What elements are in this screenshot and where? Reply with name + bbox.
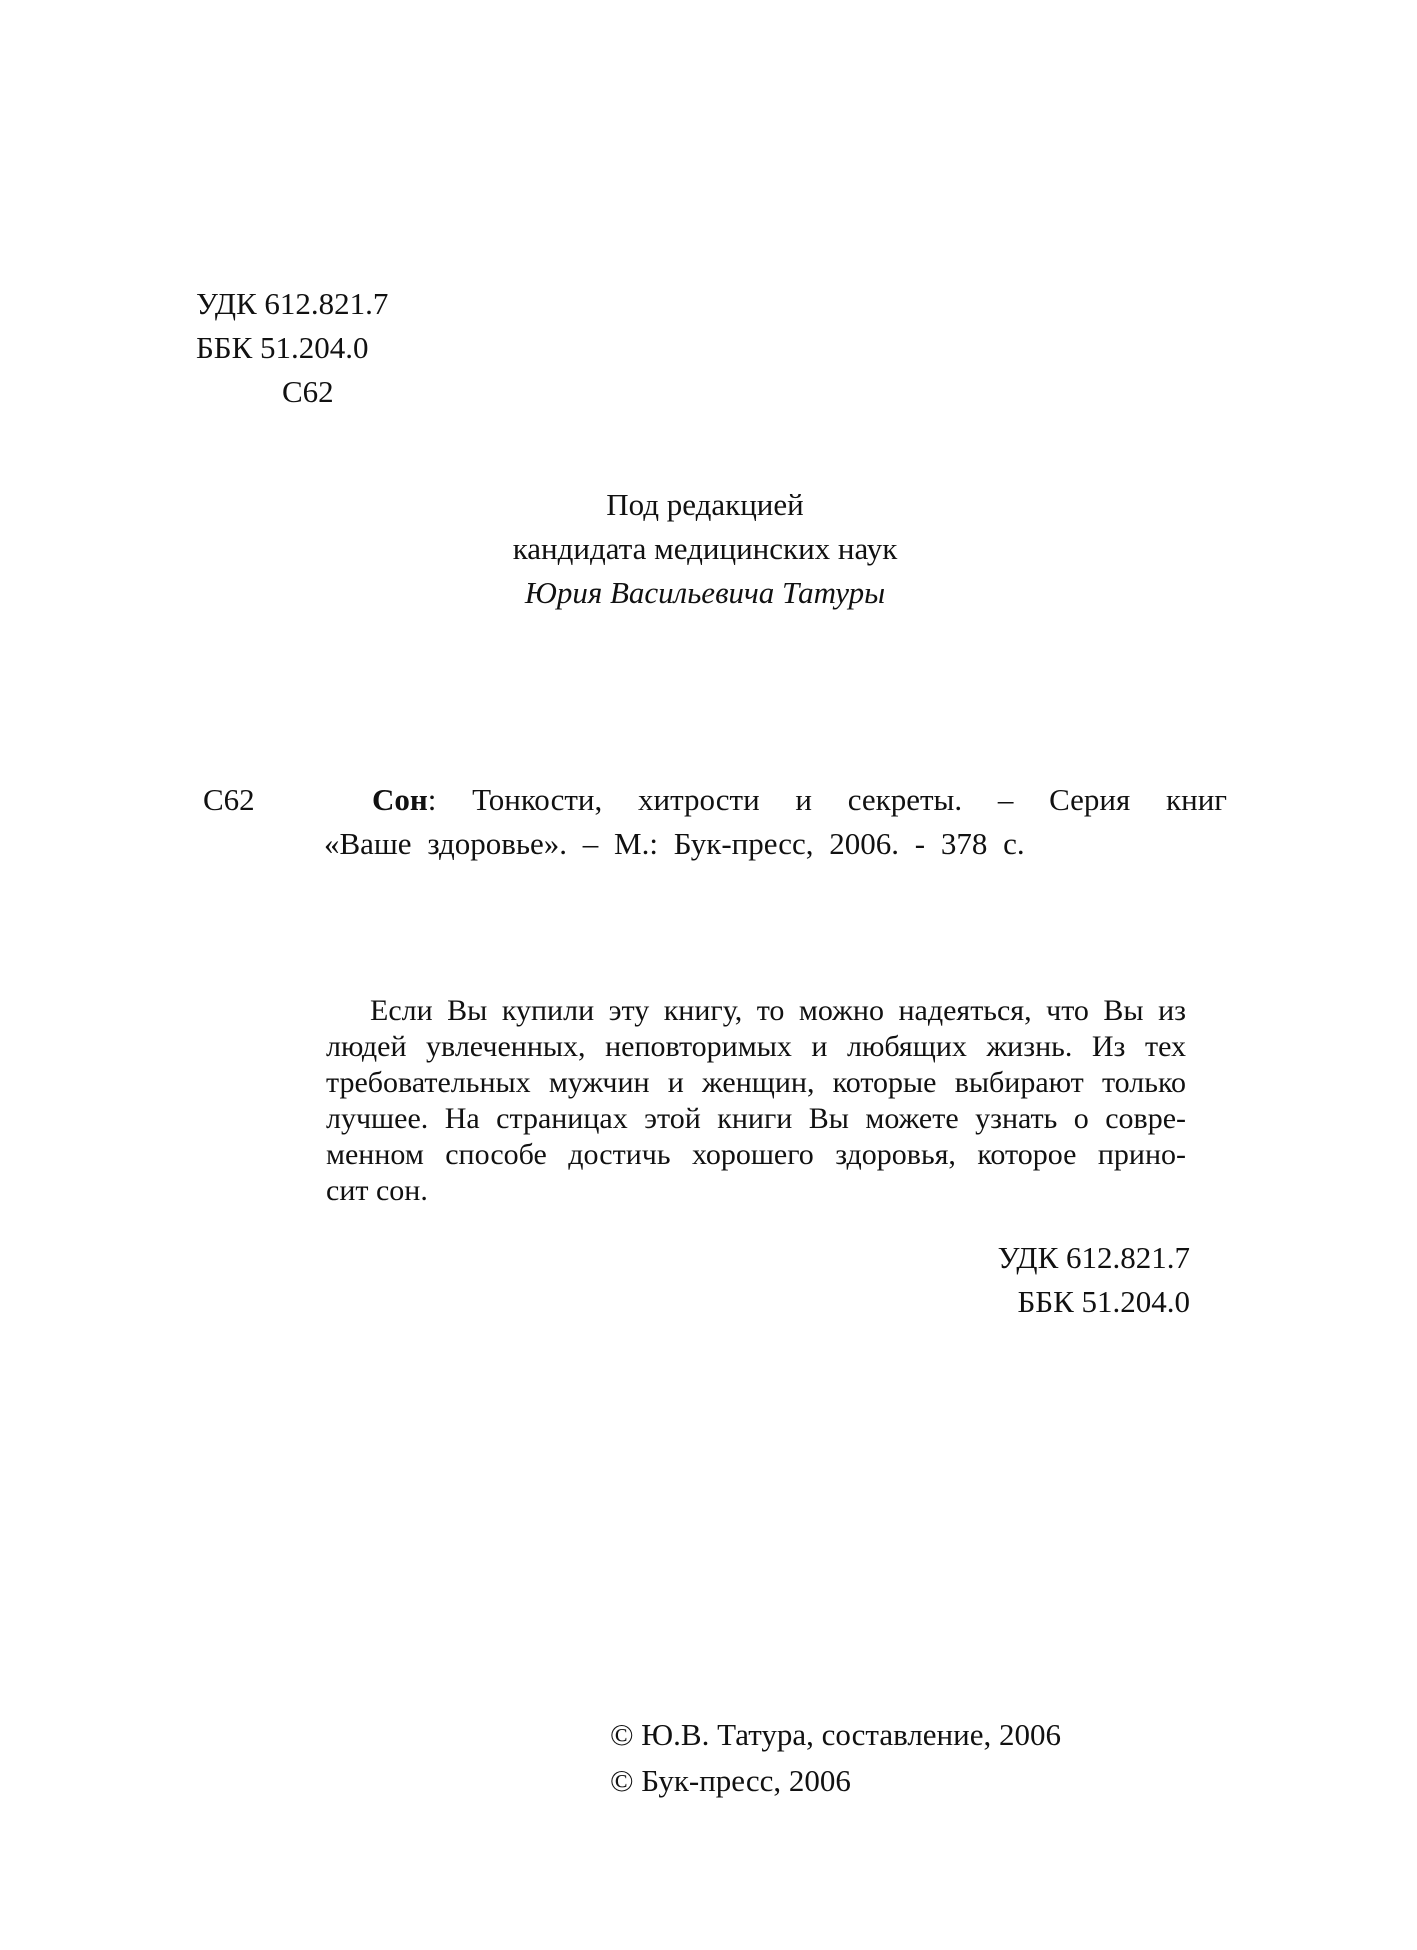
annotation-line: сит сон.: [326, 1174, 428, 1207]
udk-code-bottom: УДК 612.821.7: [997, 1240, 1190, 1275]
bib-line-1: [372, 778, 1227, 822]
annotation: [326, 993, 1186, 1209]
classification-codes-bottom: [860, 1236, 1190, 1324]
editor-name: Юрия Васильевича Татуры: [524, 575, 886, 610]
annotation-line: лучшее. На страницах этой книги Вы можете узнать о совре-: [326, 1102, 1186, 1135]
bib-author-mark: С62: [203, 782, 255, 817]
bbk-code-bottom: ББК 51.204.0: [1017, 1284, 1190, 1319]
annotation-line: людей увлеченных, неповторимых и любящих жизнь. Из тех: [326, 1030, 1186, 1063]
copyright-notice: [610, 1712, 1061, 1804]
bib-line-1-rest: : Тонкости, хитрости и секреты. – Серия книг: [427, 782, 1227, 817]
copyright-line-1: © Ю.В. Татура, составление, 2006: [610, 1717, 1061, 1752]
classification-codes-top: [196, 282, 388, 414]
bib-title: Сон: [372, 782, 428, 817]
editor-credit: [350, 483, 1060, 615]
annotation-line: требовательных мужчин и женщин, которые выбирают только: [326, 1066, 1186, 1099]
bibliographic-entry: [324, 778, 1227, 866]
copyright-line-2: © Бук-пресс, 2006: [610, 1763, 851, 1798]
bib-line-2: «Ваше здоровье». – М.: Бук-пресс, 2006. - 378 с.: [324, 826, 1025, 861]
bbk-code: ББК 51.204.0: [196, 330, 369, 365]
editor-line-1: Под редакцией: [606, 487, 804, 522]
editor-line-2: кандидата медицинских наук: [512, 531, 898, 566]
udk-code: УДК 612.821.7: [196, 286, 389, 321]
author-mark: С62: [282, 374, 334, 409]
annotation-line: менном способе достичь хорошего здоровья, которое прино-: [326, 1138, 1186, 1171]
annotation-line: Если Вы купили эту книгу, то можно надеяться, что Вы из: [370, 994, 1186, 1027]
